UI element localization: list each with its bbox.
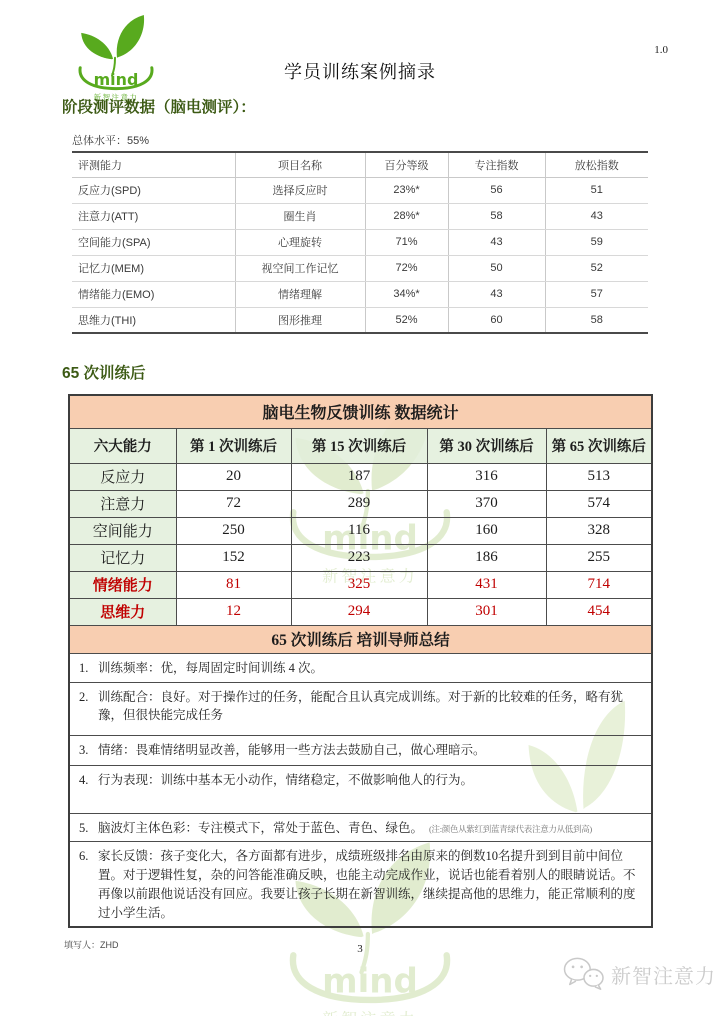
cell: 714 bbox=[546, 571, 652, 598]
row-label: 记忆力 bbox=[69, 544, 176, 571]
cell: 50 bbox=[448, 255, 545, 281]
cell: 选择反应时 bbox=[235, 177, 365, 203]
cell: 431 bbox=[427, 571, 546, 598]
table-row bbox=[72, 307, 648, 333]
cell: 空间能力(SPA) bbox=[72, 229, 235, 255]
item-text: 行为表现：训练中基本无小动作，情绪稳定，不做影响他人的行为。 bbox=[98, 772, 474, 787]
cell: 43 bbox=[448, 281, 545, 307]
cell: 情绪理解 bbox=[235, 281, 365, 307]
summary-item-row bbox=[69, 842, 652, 928]
cell: 72% bbox=[365, 255, 448, 281]
column-header: 六大能力 bbox=[69, 428, 176, 463]
column-header: 第 30 次训练后 bbox=[427, 428, 546, 463]
cell: 186 bbox=[427, 544, 546, 571]
cell: 情绪能力(EMO) bbox=[72, 281, 235, 307]
cell: 60 bbox=[448, 307, 545, 333]
cell: 294 bbox=[291, 598, 427, 625]
row-label: 情绪能力 bbox=[69, 571, 176, 598]
cell: 59 bbox=[545, 229, 648, 255]
eeg-assessment-table-wrap bbox=[72, 151, 648, 334]
cell: 记忆力(MEM) bbox=[72, 255, 235, 281]
cell: 23%* bbox=[365, 177, 448, 203]
cell: 视空间工作记忆 bbox=[235, 255, 365, 281]
row-label: 思维力 bbox=[69, 598, 176, 625]
cell: 250 bbox=[176, 517, 291, 544]
cell: 454 bbox=[546, 598, 652, 625]
item-number: 2. bbox=[79, 689, 89, 704]
table-header-row bbox=[69, 428, 652, 463]
footer-brand-label: 新智注意力 bbox=[611, 965, 716, 988]
summary-item-row bbox=[69, 735, 652, 765]
item-text: 情绪：畏难情绪明显改善，能够用一些方法去鼓励自己，做心理暗示。 bbox=[98, 742, 486, 757]
page-title: 学员训练案例摘录 bbox=[284, 62, 436, 82]
cell: 反应力(SPD) bbox=[72, 177, 235, 203]
summary-item bbox=[69, 653, 652, 682]
item-number: 3. bbox=[79, 742, 89, 757]
column-header: 第 1 次训练后 bbox=[176, 428, 291, 463]
cell: 574 bbox=[546, 490, 652, 517]
cell: 316 bbox=[427, 463, 546, 490]
table-row bbox=[69, 463, 652, 490]
summary-item bbox=[69, 735, 652, 765]
cell: 513 bbox=[546, 463, 652, 490]
item-text: 训练配合：良好。对于操作过的任务，能配合且认真完成训练。对于新的比较难的任务，略有犹豫，但很快能完成任务 bbox=[98, 689, 624, 723]
row-label: 反应力 bbox=[69, 463, 176, 490]
table-row-highlight bbox=[69, 598, 652, 625]
column-header: 第 15 次训练后 bbox=[291, 428, 427, 463]
column-header: 第 65 次训练后 bbox=[546, 428, 652, 463]
document-version: 1.0 bbox=[654, 44, 668, 56]
column-header: 项目名称 bbox=[235, 152, 365, 177]
page-number: 3 bbox=[357, 943, 363, 955]
cell: 116 bbox=[291, 517, 427, 544]
summary-item-row bbox=[69, 653, 652, 682]
training-stats-table bbox=[68, 394, 653, 928]
cell: 12 bbox=[176, 598, 291, 625]
table-row bbox=[72, 281, 648, 307]
cell: 160 bbox=[427, 517, 546, 544]
table-row bbox=[69, 517, 652, 544]
overall-level: 总体水平：55% bbox=[72, 135, 150, 147]
table-header-row bbox=[72, 152, 648, 177]
wechat-icon bbox=[562, 955, 606, 993]
cell: 301 bbox=[427, 598, 546, 625]
cell: 71% bbox=[365, 229, 448, 255]
summary-item bbox=[69, 842, 652, 928]
cell: 57 bbox=[545, 281, 648, 307]
table-row bbox=[72, 255, 648, 281]
table-row bbox=[72, 229, 648, 255]
table-row-highlight bbox=[69, 571, 652, 598]
cell: 187 bbox=[291, 463, 427, 490]
table-row bbox=[72, 203, 648, 229]
cell: 58 bbox=[448, 203, 545, 229]
item-text: 家长反馈：孩子变化大，各方面都有进步，成绩班级排名由原来的倒数10名提升到到目前中间位置。对于逻辑性复，杂的问答能准确反映，也能主动完成作业，说话也能看着别人的眼睛说话。不再像以前跟他说话没有回应。我要让孩子长期在新智训练，继续提高他的思维力，能正常顺利的度过小学生活。 bbox=[98, 849, 636, 920]
cell: 58 bbox=[545, 307, 648, 333]
row-label: 空间能力 bbox=[69, 517, 176, 544]
summary-item bbox=[69, 813, 652, 842]
summary-item-row bbox=[69, 765, 652, 813]
section1-heading: 阶段测评数据（脑电测评）： bbox=[62, 99, 256, 116]
summary-item bbox=[69, 682, 652, 735]
cell: 圈生肖 bbox=[235, 203, 365, 229]
cell: 289 bbox=[291, 490, 427, 517]
column-header: 百分等级 bbox=[365, 152, 448, 177]
column-header: 专注指数 bbox=[448, 152, 545, 177]
cell: 28%* bbox=[365, 203, 448, 229]
summary-item-row bbox=[69, 813, 652, 842]
cell: 152 bbox=[176, 544, 291, 571]
table-title: 脑电生物反馈训练 数据统计 bbox=[69, 395, 652, 428]
cell: 43 bbox=[545, 203, 648, 229]
table-title-row bbox=[69, 395, 652, 428]
cell: 81 bbox=[176, 571, 291, 598]
cell: 图形推理 bbox=[235, 307, 365, 333]
cell: 223 bbox=[291, 544, 427, 571]
cell: 34%* bbox=[365, 281, 448, 307]
cell: 325 bbox=[291, 571, 427, 598]
summary-title: 65 次训练后 培训导师总结 bbox=[69, 625, 652, 653]
cell: 心理旋转 bbox=[235, 229, 365, 255]
item-number: 1. bbox=[79, 660, 89, 675]
item-number: 6. bbox=[79, 849, 89, 864]
cell: 52 bbox=[545, 255, 648, 281]
table-row bbox=[72, 177, 648, 203]
cell: 255 bbox=[546, 544, 652, 571]
cell: 370 bbox=[427, 490, 546, 517]
cell: 思维力(THI) bbox=[78, 314, 137, 327]
cell: 56 bbox=[448, 177, 545, 203]
eeg-assessment-table bbox=[72, 151, 648, 334]
footer-brand bbox=[562, 955, 716, 993]
summary-title-row bbox=[69, 625, 652, 653]
item-number: 4. bbox=[79, 772, 89, 787]
table-row bbox=[69, 544, 652, 571]
cell: 328 bbox=[546, 517, 652, 544]
summary-item bbox=[69, 765, 652, 813]
column-header: 放松指数 bbox=[545, 152, 648, 177]
item-text: 训练频率：优，每周固定时间训练 4 次。 bbox=[98, 660, 324, 675]
section2-heading: 65 次训练后 bbox=[62, 365, 146, 382]
filled-by: 填写人：ZHD bbox=[64, 940, 119, 950]
cell: 20 bbox=[176, 463, 291, 490]
item-text: 脑波灯主体色彩：专注模式下，常处于蓝色、青色、绿色。 bbox=[98, 820, 424, 835]
item-number: 5. bbox=[79, 820, 89, 835]
training-stats-table-wrap bbox=[68, 394, 651, 928]
cell: 43 bbox=[448, 229, 545, 255]
cell: 72 bbox=[176, 490, 291, 517]
column-header: 评测能力 bbox=[72, 152, 235, 177]
row-label: 注意力 bbox=[69, 490, 176, 517]
cell: 51 bbox=[545, 177, 648, 203]
item-note: (注:颜色从紫红到蓝青绿代表注意力从低到高) bbox=[429, 823, 592, 834]
table-row bbox=[69, 490, 652, 517]
summary-item-row bbox=[69, 682, 652, 735]
cell: 注意力(ATT) bbox=[72, 203, 235, 229]
cell: 52% bbox=[365, 307, 448, 333]
